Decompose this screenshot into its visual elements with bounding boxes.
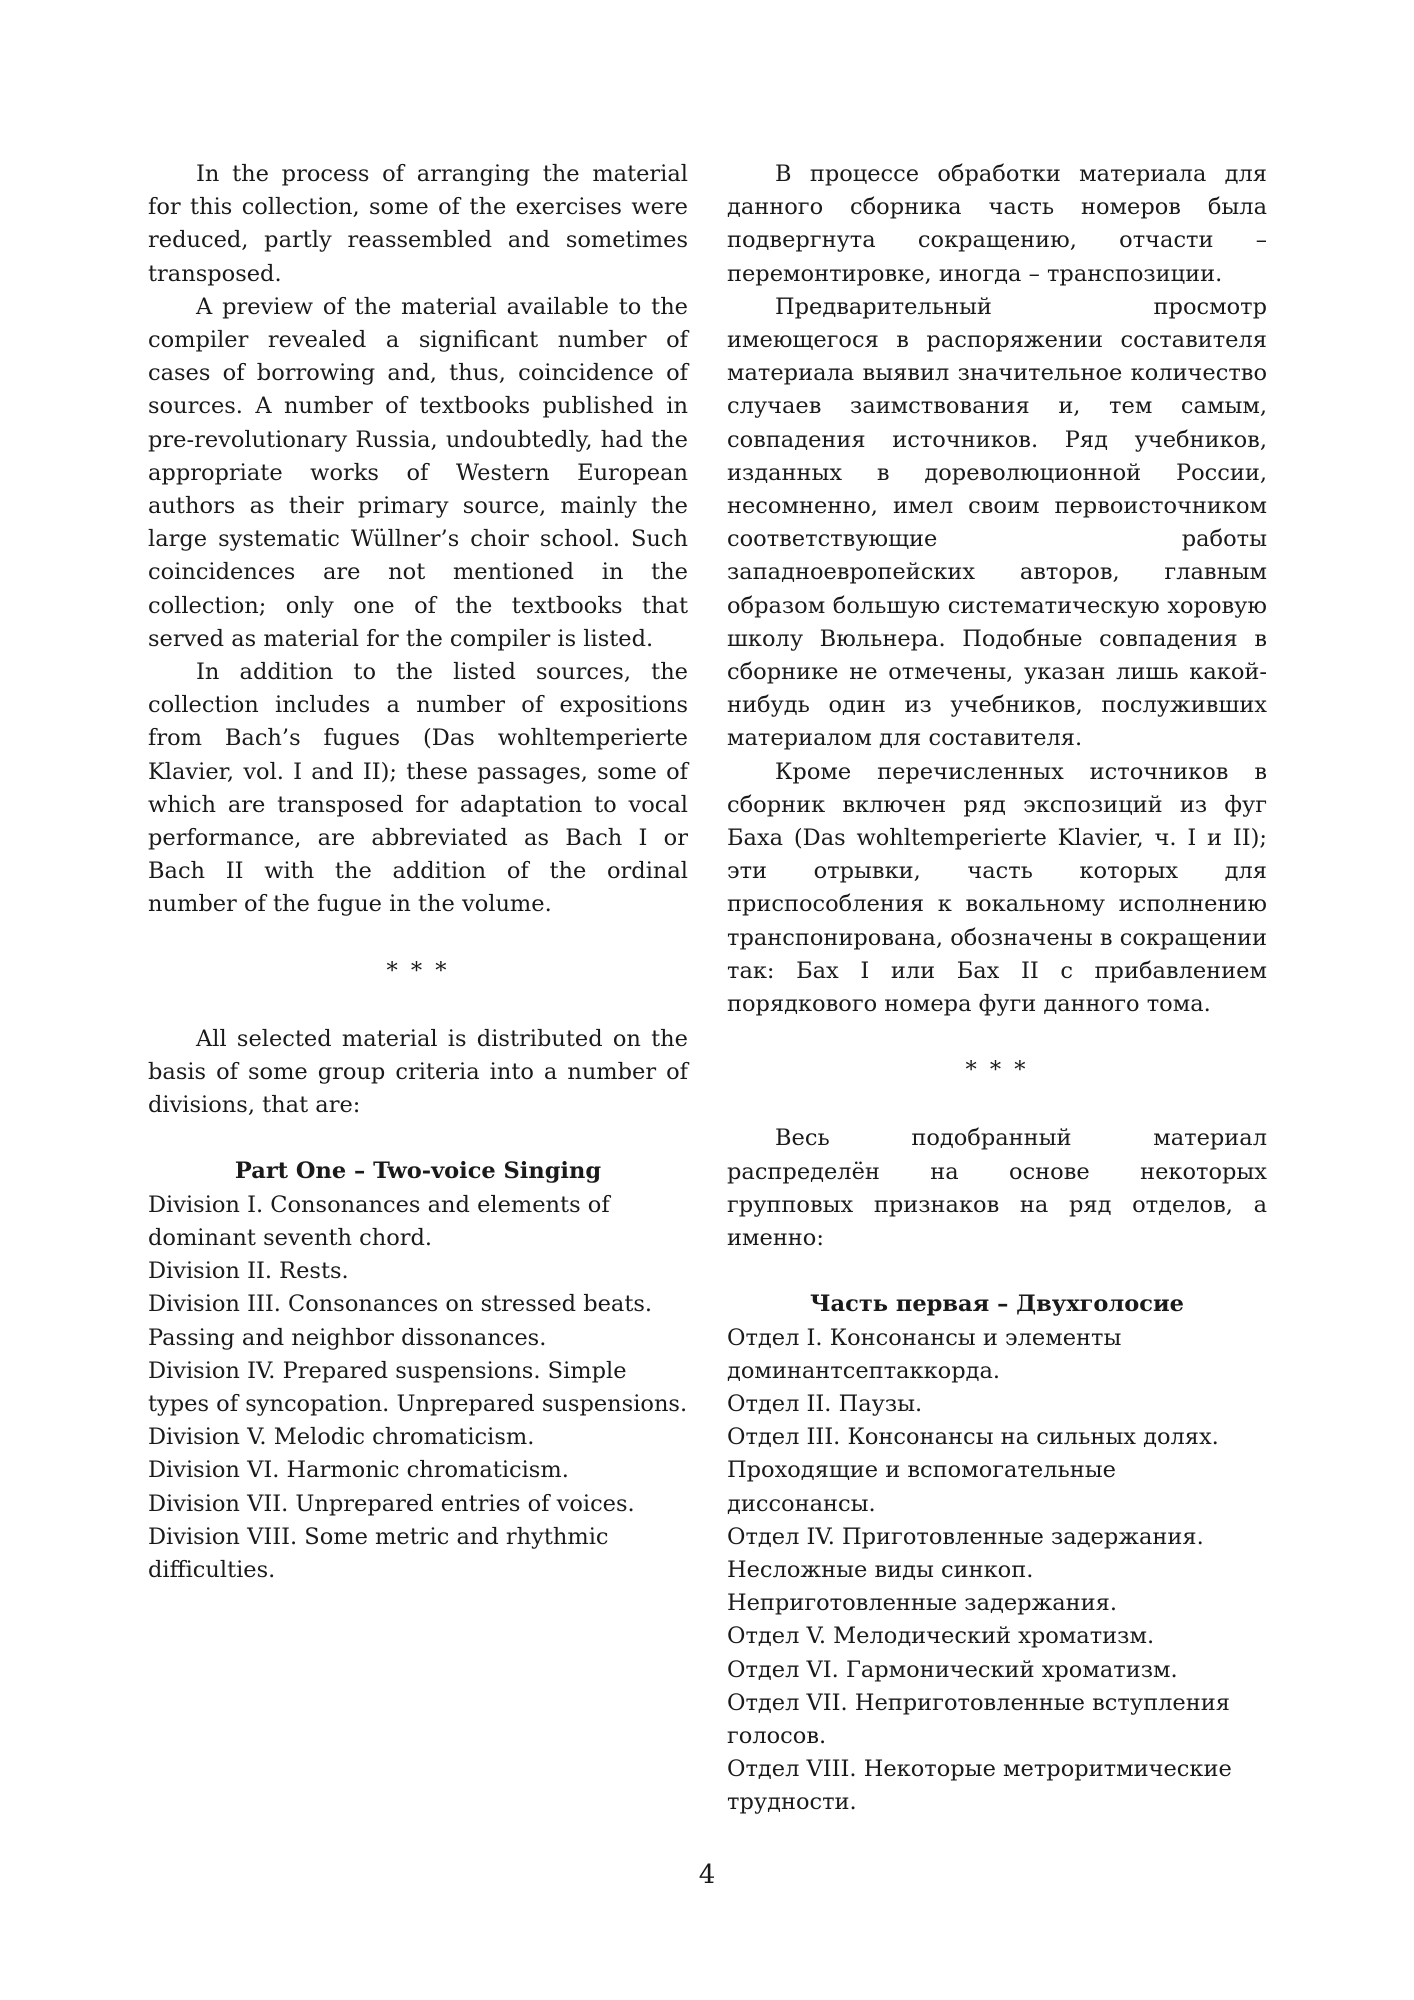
paragraph-distribution-ru: Весь подобранный материал распределён на основе некоторых групповых признаков на ряд отделов, а именно: [727, 1125, 1267, 1252]
division-item-6-ru: Отдел VI. Гармонический хроматизм. [727, 1656, 1178, 1683]
division-item-8: Division VIII. Some metric and rhythmic difficulties. [148, 1523, 609, 1583]
division-item-3: Division III. Consonances on stressed beats. Passing and neighbor dissonances. [148, 1291, 653, 1351]
division-item-1: Division I. Consonances and elements of dominant seventh chord. [148, 1191, 610, 1251]
russian-column [727, 158, 1267, 1820]
paragraph-distribution: All selected material is distributed on the basis of some group criteria into a number of divisions, that are: [148, 1025, 688, 1119]
section-separator-ru: * * * [965, 1057, 1029, 1084]
division-item-1-ru: Отдел I. Консонансы и элементы доминантсептаккорда. [727, 1324, 1122, 1384]
division-item-4: Division IV. Prepared suspensions. Simple types of syncopation. Unprepared suspensions. [148, 1357, 688, 1417]
paragraph-bach-sources: In addition to the listed sources, the collection includes a number of expositions from Bach’s fugues (Das wohltemperierte Klavier, vol. I and II); these passages, some of which are transposed for adaptation to vocal performance, are abbreviated as Bach I or Bach II with the addition of the ordinal number of the fugue in the volume. [148, 659, 688, 918]
paragraph-arranging-ru: В процессе обработки материала для данного сборника часть номеров была подвергнута сокращению, отчасти – перемонтировке, иногда – транспозиции. [727, 161, 1267, 287]
division-item-7: Division VII. Unprepared entries of voices. [148, 1490, 635, 1517]
english-column [148, 158, 688, 1587]
section-separator: * * * [386, 957, 450, 984]
division-item-3-ru: Отдел III. Консонансы на сильных долях. Проходящие и вспомогательные диссонансы. [727, 1424, 1219, 1517]
division-item-8-ru: Отдел VIII. Некоторые метроритмические трудности. [727, 1756, 1232, 1816]
paragraph-bach-sources-ru: Кроме перечисленных источников в сборник включен ряд экспозиций из фуг Баха (Das wohltemperierte Klavier, ч. I и II); эти отрывки, часть которых для приспособления к вокальному исполнению транспонирована, обозначены в сокращении так: Бах I или Бах II с прибавлением порядкового номера фуги данного тома. [727, 758, 1267, 1018]
paragraph-preview: A preview of the material available to the compiler revealed a significant number of cases of borrowing and, thus, coincidence of sources. A number of textbooks published in pre-revolutionary Russia, undoubtedly, had the appropriate works of Western European authors as their primary source, mainly the large systematic Wüllner’s choir school. Such coincidences are not mentioned in the collection; only one of the textbooks that served as material for the compiler is listed. [148, 293, 688, 652]
paragraph-preview-ru: Предварительный просмотр имеющегося в распоряжении составителя материала выявил значительное количество случаев заимствования и, тем самым, совпадения источников. Ряд учебников, изданных в дореволюционной России, несомненно, имел своим первоисточником соответствующие работы западноевропейских авторов, главным образом большую систематическую хоровую школу Вюльнера. Подобные совпадения в сборнике не отмечены, указан лишь какой-нибудь один из учебников, послуживших материалом для составителя. [727, 293, 1267, 752]
division-item-4-ru: Отдел IV. Приготовленные задержания. Несложные виды синкоп. Неприготовленные задержания. [727, 1523, 1204, 1617]
part-one-title-ru: Часть первая – Двухголосие [810, 1291, 1184, 1318]
division-item-5-ru: Отдел V. Мелодический хроматизм. [727, 1623, 1155, 1650]
paragraph-arranging: In the process of arranging the material for this collection, some of the exercises were reduced, partly reassembled and sometimes transposed. [148, 161, 688, 287]
part-one-title: Part One – Two-voice Singing [234, 1158, 602, 1185]
division-item-2: Division II. Rests. [148, 1258, 349, 1285]
page-number: 4 [698, 1860, 716, 1890]
division-item-7-ru: Отдел VII. Неприготовленные вступления голосов. [727, 1689, 1230, 1749]
division-item-5: Division V. Melodic chromaticism. [148, 1424, 535, 1451]
division-item-2-ru: Отдел II. Паузы. [727, 1390, 923, 1417]
division-item-6: Division VI. Harmonic chromaticism. [148, 1457, 569, 1484]
